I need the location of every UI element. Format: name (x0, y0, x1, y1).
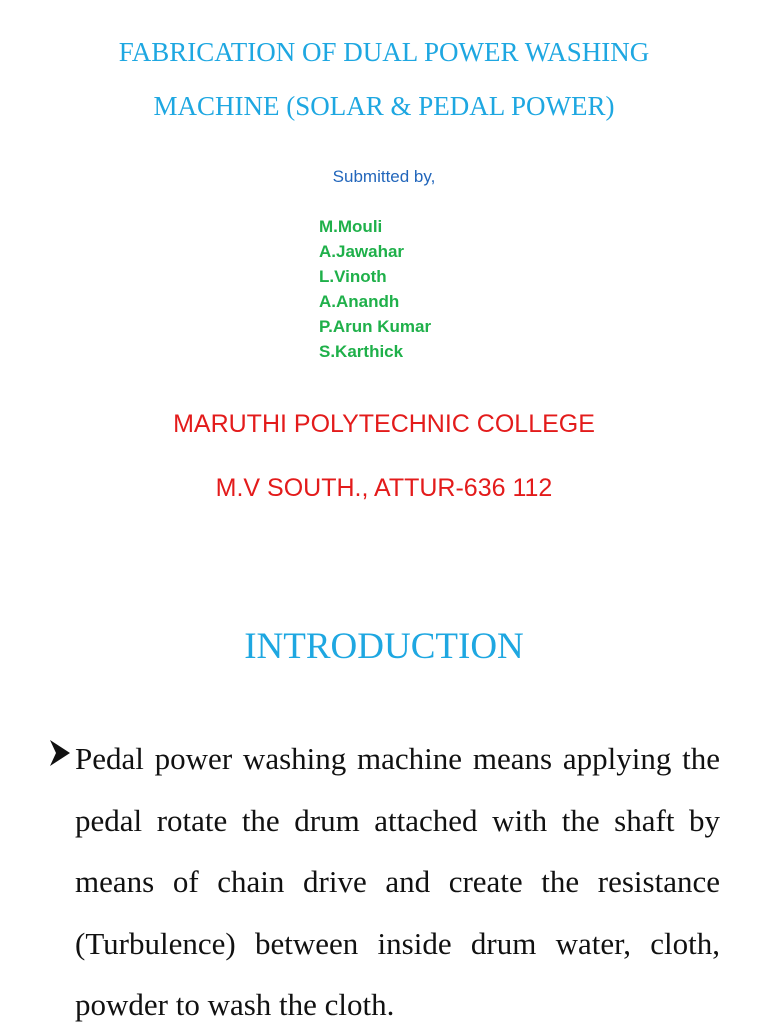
author-name: M.Mouli (319, 217, 383, 236)
author-list (319, 216, 431, 366)
college-name: MARUTHI POLYTECHNIC COLLEGE (173, 410, 595, 438)
title-line-2: MACHINE (SOLAR & PEDAL POWER) (153, 91, 615, 121)
author-name: A.Anandh (319, 292, 400, 311)
college-address: M.V SOUTH., ATTUR-636 112 (215, 474, 553, 502)
author-name: S.Karthick (319, 342, 404, 361)
introduction-heading: INTRODUCTION (244, 626, 524, 667)
introduction-paragraph: Pedal power washing machine means applying the pedal rotate the drum attached with the shaft by means of chain drive and create the resistance (Turbulence) between inside drum water, cloth, powder to wash the cloth. (75, 741, 720, 1022)
introduction-bullet (48, 728, 720, 1036)
submitted-by-label: Submitted by, (332, 167, 436, 186)
arrow-bullet-icon (48, 728, 74, 768)
author-name: P.Arun Kumar (319, 317, 432, 336)
author-name: A.Jawahar (319, 242, 405, 261)
title-line-1: FABRICATION OF DUAL POWER WASHING (118, 37, 650, 67)
author-name: L.Vinoth (319, 267, 387, 286)
